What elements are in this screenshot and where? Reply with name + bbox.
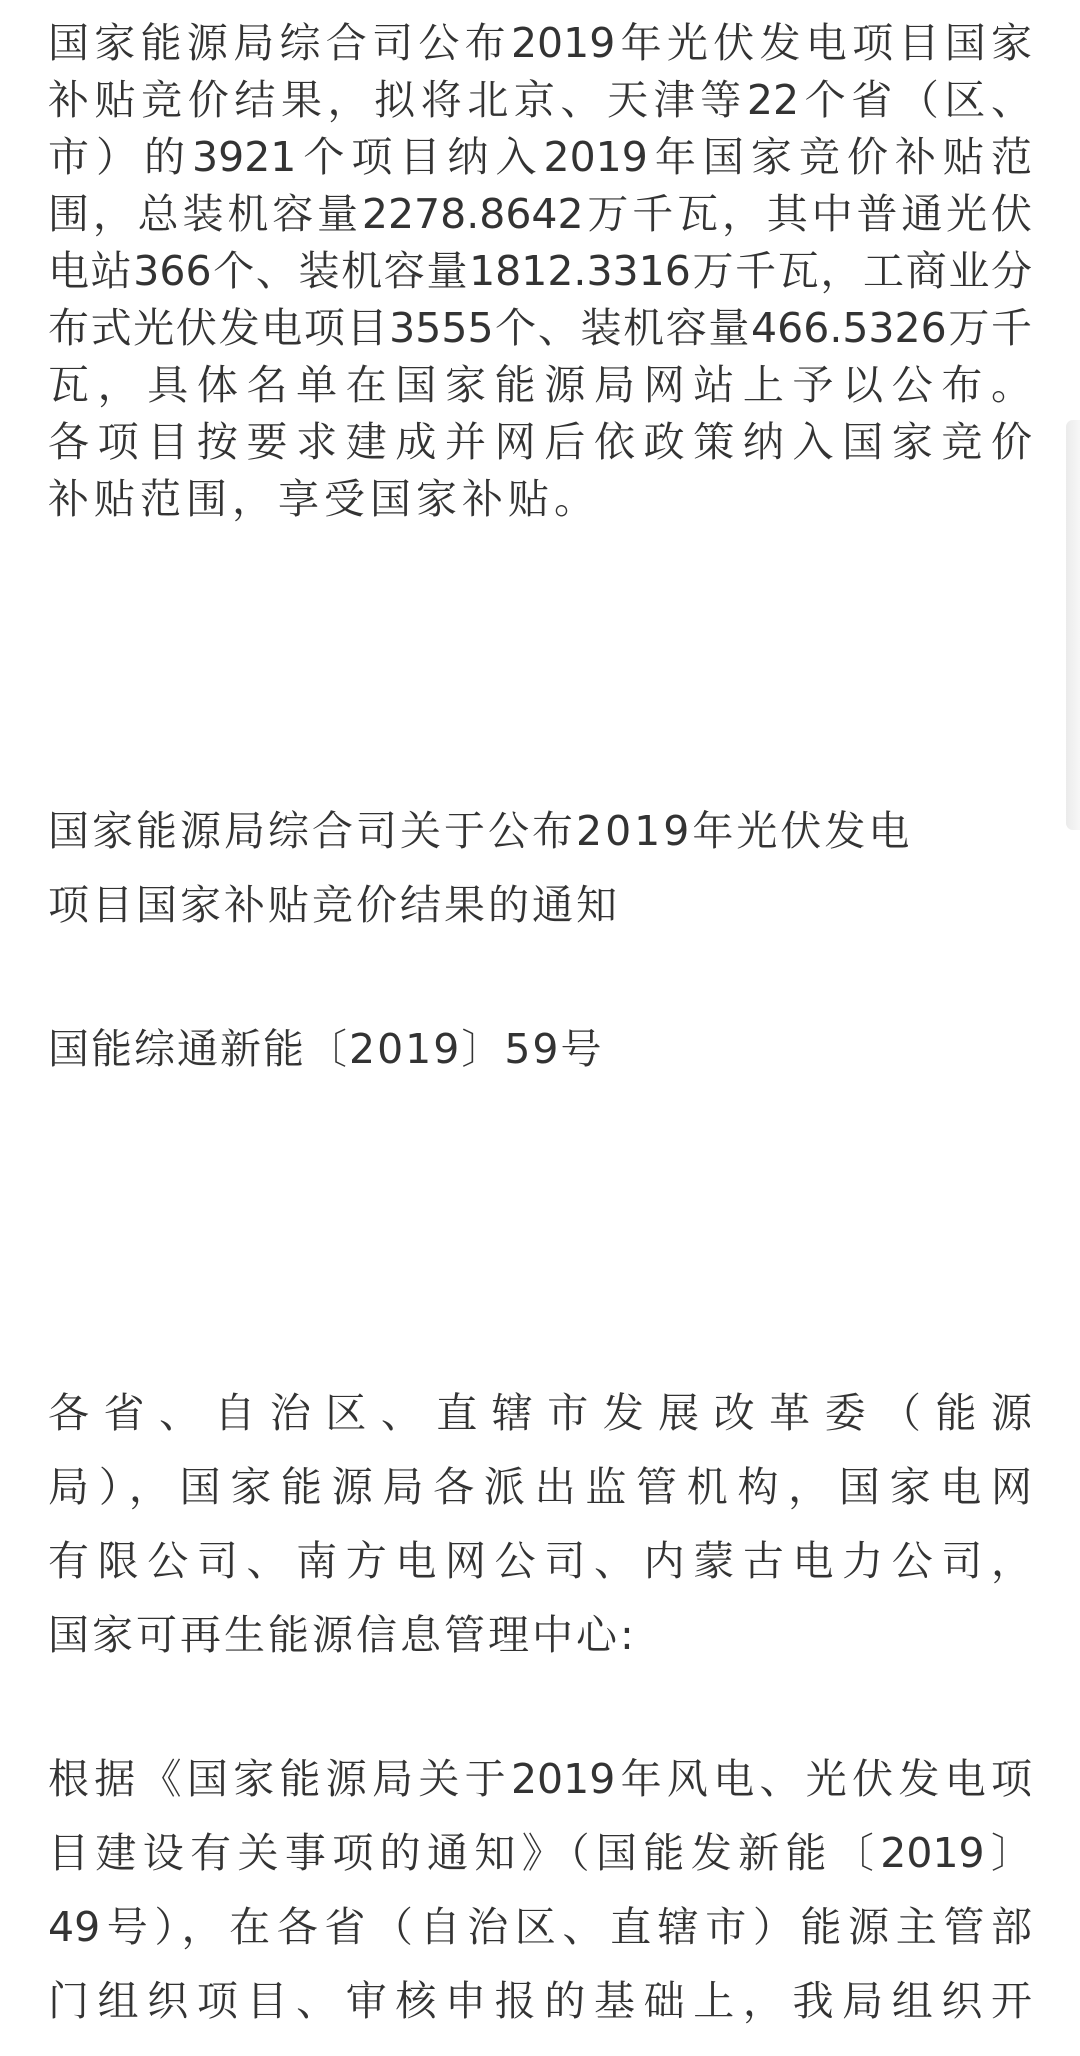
recipients-line: 各省、自治区、直辖市发展改革委（能源	[48, 1389, 1032, 1437]
notice-title: 国家能源局综合司关于公布2019年光伏发电	[48, 807, 913, 855]
summary-line: 瓦，具体名单在国家能源局网站上予以公布。	[48, 361, 1032, 409]
summary-line: 各项目按要求建成并网后依政策纳入国家竞价	[48, 418, 1032, 466]
body-line: 门组织项目、审核申报的基础上，我局组织开	[48, 1977, 1032, 2025]
summary-line: 国家能源局综合司公布2019年光伏发电项目国家	[48, 19, 1032, 67]
summary-line: 围，总装机容量2278.8642万千瓦，其中普通光伏	[48, 190, 1032, 238]
body-line: 49号），在各省（自治区、直辖市）能源主管部	[48, 1903, 1032, 1951]
recipients-line: 局），国家能源局各派出监管机构，国家电网	[48, 1463, 1032, 1511]
notice-title: 项目国家补贴竞价结果的通知	[48, 881, 620, 929]
summary-line: 布式光伏发电项目3555个、装机容量466.5326万千	[48, 304, 1032, 352]
summary-line: 市）的3921个项目纳入2019年国家竞价补贴范	[48, 133, 1032, 181]
document-number: 国能综通新能〔2019〕59号	[48, 1025, 604, 1073]
scroll-edge-indicator[interactable]	[1066, 420, 1080, 830]
body-line: 根据《国家能源局关于2019年风电、光伏发电项	[48, 1755, 1032, 1803]
body-line: 目建设有关事项的通知》（国能发新能〔2019〕	[48, 1829, 1032, 1877]
summary-line: 补贴竞价结果，拟将北京、天津等22个省（区、	[48, 76, 1032, 124]
summary-line: 补贴范围，享受国家补贴。	[48, 475, 600, 523]
recipients-line: 有限公司、南方电网公司、内蒙古电力公司，	[48, 1537, 1032, 1585]
summary-line: 电站366个、装机容量1812.3316万千瓦，工商业分	[48, 247, 1032, 295]
recipients-line: 国家可再生能源信息管理中心:	[48, 1611, 637, 1659]
